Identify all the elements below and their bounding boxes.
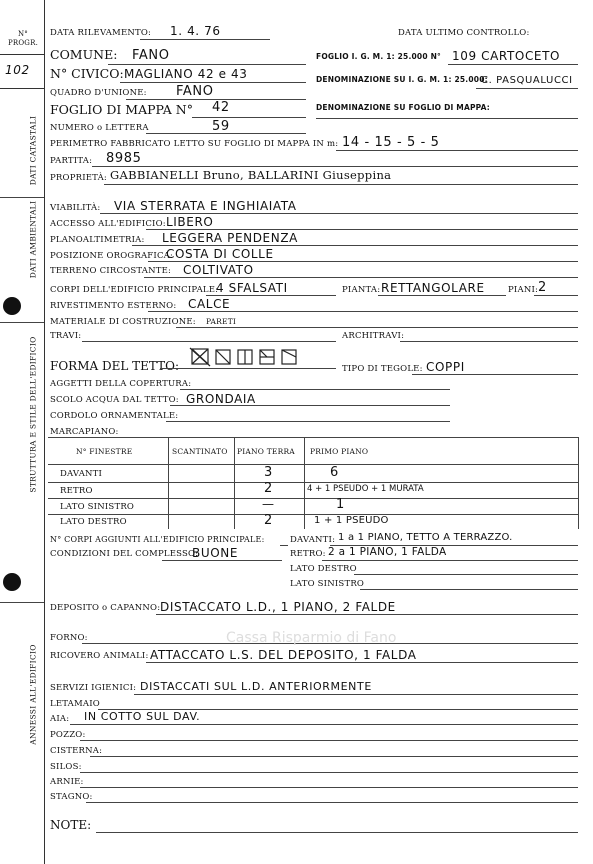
- materiale-value: PARETI: [206, 317, 237, 326]
- note-label: NOTE:: [50, 818, 92, 832]
- forno-label: FORNO:: [50, 633, 88, 643]
- accesso-value: LIBERO: [166, 215, 214, 229]
- windows-row-destro-terra: 2: [264, 513, 273, 528]
- ricovero-label: RICOVERO ANIMALI:: [50, 651, 149, 661]
- pozzo-label: POZZO:: [50, 730, 86, 740]
- denom-foglio-label: DENOMINAZIONE SU FOGLIO DI MAPPA:: [316, 103, 491, 112]
- data-rilevamento-label: DATA RILEVAMENTO:: [50, 28, 152, 38]
- data-ultimo-controllo-label: DATA ULTIMO CONTROLLO:: [398, 28, 530, 38]
- cordolo-label: CORDOLO ORNAMENTALE:: [50, 411, 179, 421]
- windows-row-sinistro-label: LATO SINISTRO: [60, 502, 135, 512]
- windows-header-scantinato: SCANTINATO: [172, 447, 228, 456]
- condizioni-label: CONDIZIONI DEL COMPLESSO:: [50, 549, 199, 559]
- piani-value: 2: [538, 280, 547, 295]
- nprogr-value: 102: [5, 63, 30, 77]
- igm-value: 109 CARTOCETO: [452, 49, 561, 63]
- windows-row-retro-label: RETRO: [60, 486, 93, 496]
- windows-row-sinistro-primo: 1: [336, 497, 345, 512]
- accesso-label: ACCESSO ALL'EDIFICIO:: [50, 219, 166, 229]
- terreno-label: TERRENO CIRCOSTANTE:: [50, 266, 172, 276]
- comune-value: FANO: [132, 48, 170, 63]
- civico-value: MAGLIANO 42 e 43: [124, 67, 248, 81]
- materiale-label: MATERIALE DI COSTRUZIONE:: [50, 317, 196, 327]
- scolo-value: GRONDAIA: [186, 392, 256, 406]
- windows-row-sinistro-terra: —: [262, 497, 275, 511]
- aia-label: AIA:: [50, 714, 70, 724]
- windows-row-destro-label: LATO DESTRO: [60, 517, 127, 527]
- denom-igm-label: DENOMINAZIONE SU I. G. M. 1: 25.000:: [316, 75, 488, 84]
- foglio-label: FOGLIO DI MAPPA N°: [50, 102, 193, 117]
- aggetti-label: AGGETTI DELLA COPERTURA:: [50, 379, 192, 389]
- numero-value: 59: [212, 119, 230, 134]
- windows-row-davanti-label: DAVANTI: [60, 469, 103, 479]
- plano-label: PLANOALTIMETRIA:: [50, 235, 145, 245]
- windows-row-davanti-terra: 3: [264, 465, 273, 480]
- side-label-dati-catastali: DATI CATASTALI: [28, 115, 38, 186]
- davanti-aggiunti-label: DAVANTI:: [290, 535, 336, 545]
- side-label-struttura: STRUTTURA E STILE DELL'EDIFICIO: [28, 336, 38, 493]
- rivestimento-label: RIVESTIMENTO ESTERNO:: [50, 301, 177, 311]
- perimetro-value: 14 - 15 - 5 - 5: [342, 135, 440, 150]
- foglio-value: 42: [212, 100, 230, 115]
- windows-row-retro-primo: 4 + 1 PSEUDO + 1 MURATA: [307, 484, 424, 494]
- piani-label: PIANI:: [508, 285, 539, 295]
- stagno-label: STAGNO:: [50, 792, 93, 802]
- cisterna-label: CISTERNA:: [50, 746, 103, 756]
- letamaio-label: LETAMAIO: [50, 699, 100, 709]
- windows-row-destro-primo: 1 + 1 PSEUDO: [314, 515, 389, 526]
- watermark-stamp: [470, 6, 490, 26]
- davanti-aggiunti-value: 1 a 1 PIANO, TETTO A TERRAZZO.: [338, 532, 513, 543]
- quadro-label: QUADRO D'UNIONE:: [50, 88, 147, 98]
- windows-header-piano-terra: PIANO TERRA: [237, 447, 295, 456]
- deposito-label: DEPOSITO o CAPANNO:: [50, 603, 161, 613]
- windows-table: [48, 437, 578, 529]
- watermark-stamp-text: Cassa Risparmio di Fano: [226, 630, 397, 646]
- architravi-label: ARCHITRAVI:: [342, 331, 405, 341]
- retro-aggiunti-label: RETRO:: [290, 549, 326, 559]
- lato-sinistro-aggiunti-label: LATO SINISTRO: [290, 579, 365, 589]
- plano-value: LEGGERA PENDENZA: [162, 231, 298, 245]
- arnie-label: ARNIE:: [50, 777, 84, 787]
- corpi-value: 4 SFALSATI: [216, 281, 288, 295]
- pianta-value: RETTANGOLARE: [381, 281, 485, 295]
- windows-header-finestre: N° FINESTRE: [76, 447, 133, 456]
- aia-value: IN COTTO SUL DAV.: [84, 710, 201, 723]
- rivestimento-value: CALCE: [188, 297, 231, 311]
- servizi-label: SERVIZI IGIENICI:: [50, 683, 137, 693]
- tipo-tegole-value: COPPI: [426, 360, 465, 374]
- perimetro-label: PERIMETRO FABBRICATO LETTO SU FOGLIO DI MAPPA IN m:: [50, 139, 339, 149]
- data-rilevamento-value: 1. 4. 76: [170, 24, 221, 38]
- windows-row-retro-terra: 2: [264, 481, 273, 496]
- proprieta-label: PROPRIETÀ:: [50, 173, 107, 183]
- windows-header-primo-piano: PRIMO PIANO: [310, 447, 369, 456]
- posizione-value: COSTA DI COLLE: [166, 247, 274, 261]
- servizi-value: DISTACCATI SUL L.D. ANTERIORMENTE: [140, 680, 372, 693]
- side-label-annessi: ANNESSI ALL'EDIFICIO: [28, 644, 38, 745]
- silos-label: SILOS:: [50, 762, 82, 772]
- lato-destro-aggiunti-label: LATO DESTRO: [290, 564, 357, 574]
- windows-row-davanti-primo: 6: [330, 465, 339, 480]
- terreno-value: COLTIVATO: [183, 263, 254, 277]
- retro-aggiunti-value: 2 a 1 PIANO, 1 FALDA: [328, 546, 447, 558]
- travi-label: TRAVI:: [50, 331, 82, 341]
- posizione-label: POSIZIONE OROGRAFICA:: [50, 251, 174, 261]
- deposito-value: DISTACCATO L.D., 1 PIANO, 2 FALDE: [160, 600, 396, 614]
- viabilita-label: VIABILITÀ:: [50, 203, 101, 213]
- comune-label: COMUNE:: [50, 47, 118, 62]
- nprogr-label: N° PROGR.: [7, 30, 38, 47]
- corpi-aggiunti-label: N° CORPI AGGIUNTI ALL'EDIFICIO PRINCIPALE:: [50, 535, 265, 544]
- punch-hole-top: [3, 297, 21, 315]
- roof-shapes-icon: [188, 346, 308, 368]
- civico-label: N° CIVICO:: [50, 66, 124, 81]
- punch-hole-bottom: [3, 573, 21, 591]
- pianta-label: PIANTA:: [342, 285, 381, 295]
- forma-tetto-label: FORMA DEL TETTO:: [50, 359, 180, 373]
- corpi-label: CORPI DELL'EDIFICIO PRINCIPALE:: [50, 285, 219, 295]
- ricovero-value: ATTACCATO L.S. DEL DEPOSITO, 1 FALDA: [150, 648, 417, 662]
- viabilita-value: VIA STERRATA E INGHIAIATA: [114, 199, 297, 213]
- condizioni-value: BUONE: [192, 546, 239, 560]
- quadro-value: FANO: [176, 84, 214, 99]
- proprieta-value: GABBIANELLI Bruno, BALLARINI Giuseppina: [110, 168, 392, 182]
- tipo-tegole-label: TIPO DI TEGOLE:: [342, 364, 423, 374]
- numero-label: NUMERO o LETTERA: [50, 123, 149, 133]
- igm-label: FOGLIO I. G. M. 1: 25.000 N°: [316, 52, 442, 61]
- scolo-label: SCOLO ACQUA DAL TETTO:: [50, 395, 179, 405]
- side-label-dati-ambientali: DATI AMBIENTALI: [28, 200, 38, 279]
- marcapiano-label: MARCAPIANO:: [50, 427, 119, 437]
- partita-label: PARTITA:: [50, 156, 93, 166]
- denom-igm-value: C. PASQUALUCCI: [481, 75, 573, 86]
- partita-value: 8985: [106, 151, 142, 166]
